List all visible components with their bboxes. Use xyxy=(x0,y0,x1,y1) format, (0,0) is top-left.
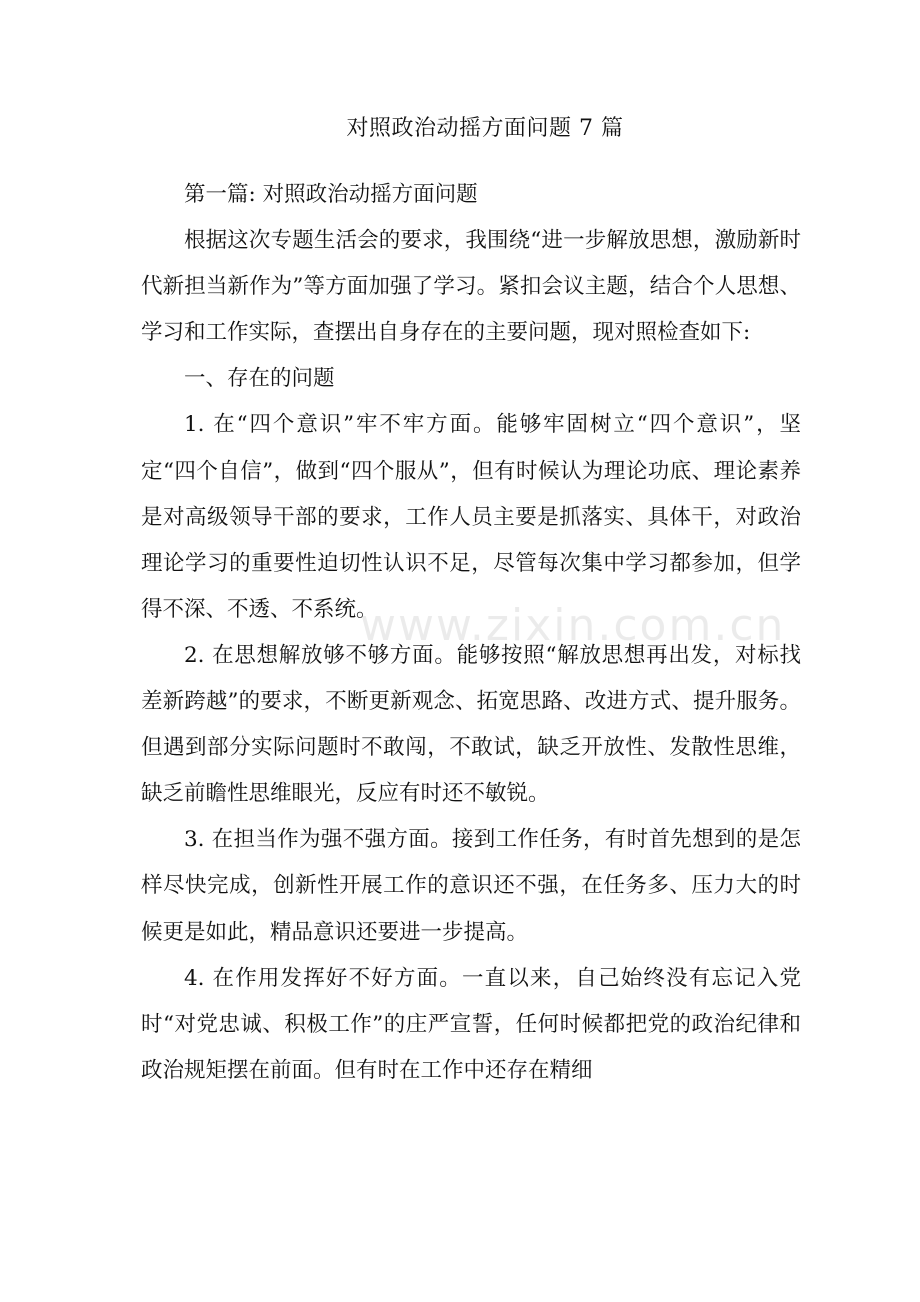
section-heading-problems: 一、存在的问题 xyxy=(184,366,335,392)
problem-paragraph-4: 4. 在作用发挥好不好方面。一直以来，自己始终没有忘记入党时“对党忠诚、积极工作”的庄严宣誓，任何时候都把党的政治纪律和政治规矩摆在前面。但有时在工作中还存在精细 xyxy=(141,965,801,1083)
problem-paragraph-1: 1. 在“四个意识”牢不牢方面。能够牢固树立“四个意识”，坚定“四个自信”，做到“四个服从”，但有时候认为理论功底、理论素养是对高级领导干部的要求，工作人员主要是抓落实、具体干，对政治理论学习的重要性迫切性认识不足，尽管每次集中学习都参加，但学得不深、不透、不系统。 xyxy=(141,412,801,622)
section-heading-first: 第一篇: 对照政治动摇方面问题 xyxy=(184,182,478,207)
intro-paragraph: 根据这次专题生活会的要求，我围绕“进一步解放思想，激励新时代新担当新作为”等方面加强了学习。紧扣会议主题，结合个人思想、学习和工作实际，查摆出自身存在的主要问题，现对照检查如下: xyxy=(141,228,801,346)
watermark: www.zixin.com.cn xyxy=(360,600,786,651)
problem-paragraph-2: 2. 在思想解放够不够方面。能够按照“解放思想再出发，对标找差新跨越”的要求，不断更新观念、拓宽思路、改进方式、提升服务。但遇到部分实际问题时不敢闯，不敢试，缺乏开放性、发散性思维，缺乏前瞻性思维眼光，反应有时还不敏锐。 xyxy=(141,642,801,807)
problem-paragraph-3: 3. 在担当作为强不强方面。接到工作任务，有时首先想到的是怎样尽快完成，创新性开展工作的意识还不强，在任务多、压力大的时候更是如此，精品意识还要进一步提高。 xyxy=(141,827,801,945)
document-title: 对照政治动摇方面问题 7 篇 xyxy=(346,116,624,141)
